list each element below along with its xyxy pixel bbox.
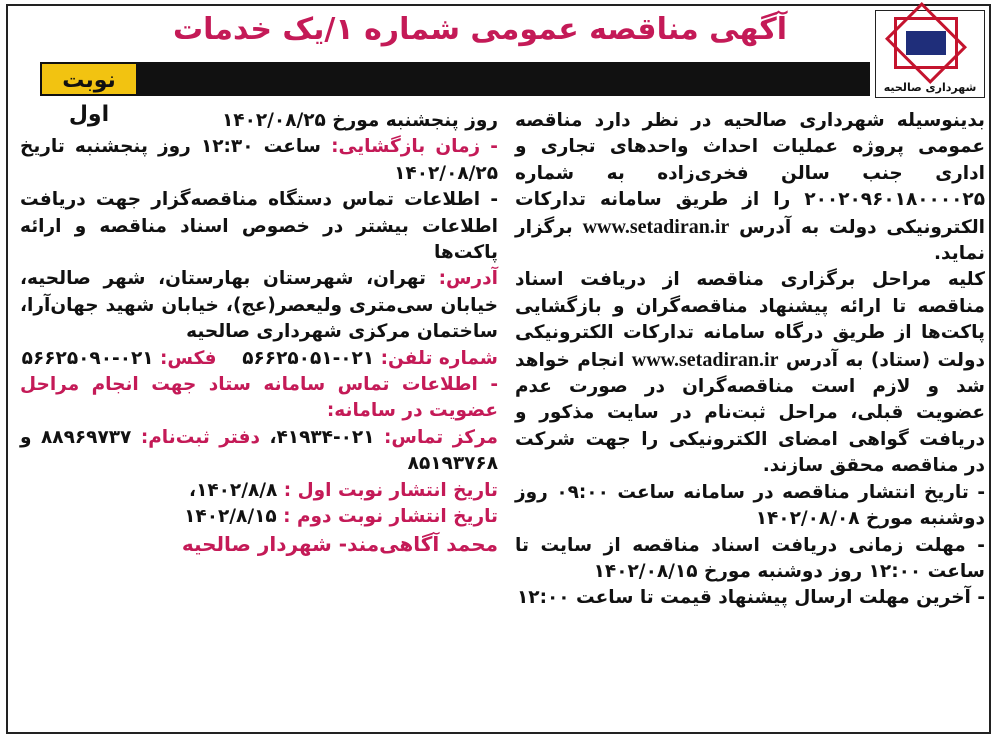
pub1-label: تاریخ انتشار نوبت اول : bbox=[283, 479, 498, 501]
office-label: دفتر ثبت‌نام: bbox=[140, 426, 260, 448]
contact-info-item: - اطلاعات تماس دستگاه مناقصه‌گزار جهت دریافت اطلاعات بیشتر در خصوص اسناد مناقصه و ارائه پاکت‌ها bbox=[20, 189, 498, 264]
municipality-logo bbox=[875, 10, 985, 98]
opening-label: - زمان بازگشایی: bbox=[331, 136, 498, 158]
call-center-item: مرکز تماس: ۰۲۱-۴۱۹۳۴، دفتر ثبت‌نام: ۸۸۹۶۹۷۳۷ و ۸۵۱۹۳۷۶۸ bbox=[20, 426, 498, 475]
first-publication-item: تاریخ انتشار نوبت اول : ۱۴۰۲/۸/۸، bbox=[189, 479, 498, 501]
process-paragraph: کلیه مراحل برگزاری مناقصه از دریافت اسناد مناقصه تا ارائه پیشنهاد مناقصه‌گران و بازگشایی پاکت‌ها از طریق درگاه سامانه تدارکات الکترونیکی دولت (ستاد) به آدرس www.setadiran.ir انجام خواهد شد و لازم است مناقصه‌گران در صورت عدم عضویت قبلی، مراحل ثبت‌نام در سایت مذکور و دریافت گواهی امضای الکترونیکی را جهت شرکت در مناقصه محقق سازند. bbox=[515, 269, 985, 477]
title-band bbox=[40, 62, 870, 96]
address-item: آدرس: تهران، شهرستان بهارستان، شهر صالحیه، خیابان سی‌متری ولیعصر(عج)، خیابان شهید جهان‌آرا، ساختمان مرکزی شهرداری صالحیه bbox=[20, 268, 498, 343]
center-label: مرکز تماس: bbox=[384, 426, 498, 448]
bid-deadline-date: روز پنجشنبه مورخ ۱۴۰۲/۰۸/۲۵ bbox=[222, 110, 498, 131]
setad-url-1: www.setadiran.ir bbox=[582, 215, 730, 238]
opening-time-item: - زمان بازگشایی: ساعت ۱۲:۳۰ روز پنجشنبه تاریخ ۱۴۰۲/۰۸/۲۵ bbox=[20, 136, 498, 184]
document-deadline-item: - مهلت زمانی دریافت اسناد مناقصه از سایت تا ساعت ۱۲:۰۰ روز دوشنبه مورخ ۱۴۰۲/۰۸/۱۵ bbox=[515, 534, 985, 582]
second-publication-item: تاریخ انتشار نوبت دوم : ۱۴۰۲/۸/۱۵ bbox=[184, 506, 498, 528]
mayor-signature: محمد آگاهی‌مند- شهردار صالحیه bbox=[181, 531, 498, 556]
phone-label: شماره تلفن: bbox=[380, 347, 498, 369]
notice-title: آگهی مناقصه عمومی شماره ۱/یک خدمات bbox=[173, 12, 787, 47]
publish-date-item: - تاریخ انتشار مناقصه در سامانه ساعت ۰۹:۰۰ روز دوشنبه مورخ ۱۴۰۲/۰۸/۰۸ bbox=[515, 481, 985, 530]
fax-label: فکس: bbox=[160, 347, 217, 369]
right-column bbox=[515, 108, 985, 612]
address-label: آدرس: bbox=[438, 268, 498, 290]
logo-caption: شهرداری صالحیه bbox=[883, 81, 977, 94]
pub2-label: تاریخ انتشار نوبت دوم : bbox=[283, 506, 498, 528]
setad-url-2: www.setadiran.ir bbox=[631, 348, 779, 371]
bid-deadline-item: - آخرین مهلت ارسال پیشنهاد قیمت تا ساعت ۱۲:۰۰ bbox=[517, 587, 985, 609]
left-column bbox=[20, 108, 498, 557]
round-badge: نوبت اول bbox=[40, 62, 138, 96]
phone-fax-item: شماره تلفن: ۰۲۱-۵۶۶۲۵۰۵۱ فکس: ۰۲۱-۵۶۶۲۵۰۹۰ bbox=[21, 347, 498, 369]
setad-contact-title: - اطلاعات تماس سامانه ستاد جهت انجام مراحل عضویت در سامانه: bbox=[20, 374, 498, 422]
logo-emblem-icon bbox=[906, 31, 946, 55]
intro-paragraph: بدینوسیله شهرداری صالحیه در نظر دارد مناقصه عمومی پروژه عملیات احداث واحدهای تجاری و اداری جنب سالن فخری‌زاده به شماره ۲۰۰۲۰۹۶۰۱۸۰۰۰۰۲۵ را از طریق سامانه تدارکات الکترونیکی دولت به آدرس www.setadiran.ir برگزار نماید. bbox=[515, 110, 986, 265]
